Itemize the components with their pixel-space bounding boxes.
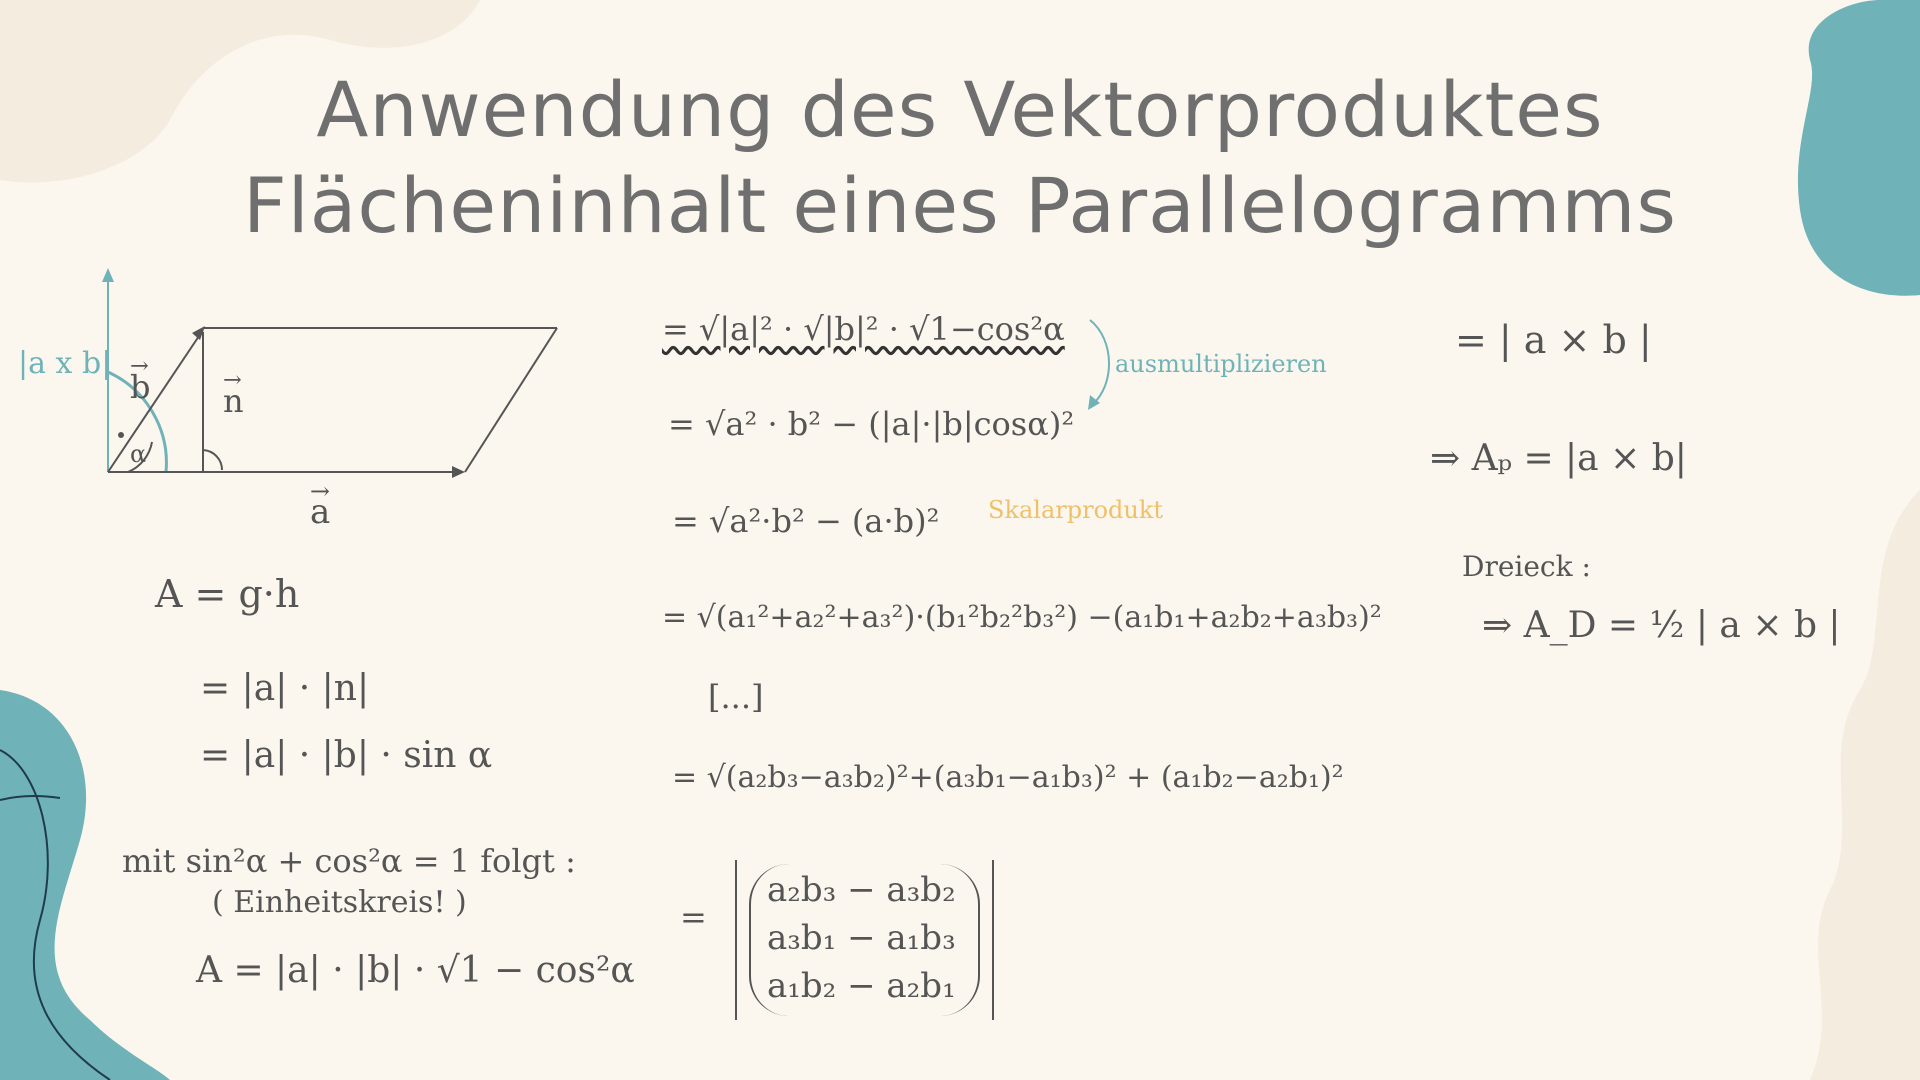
annotation-ausmultiplizieren: ausmultiplizieren (1115, 350, 1327, 378)
blob-right-beige (1800, 490, 1920, 1080)
mid-eq-3: = √a²·b² − (a·b)² (672, 502, 940, 540)
mid-eq-4: = √(a₁²+a₂²+a₃²)·(b₁²b₂²b₃²) −(a₁b₁+a₂b₂+a₃b₃)² (662, 600, 1382, 635)
matrix-row-3: a₁b₂ − a₂b₁ (767, 966, 956, 1006)
parallelogram-diagram (0, 260, 580, 540)
right-eq-triangle: ⇒ A_D = ½ | a × b | (1482, 605, 1841, 646)
left-eq-area: A = g·h (155, 572, 300, 616)
right-label-dreieck: Dreieck : (1462, 550, 1591, 583)
mid-eq-6: = (680, 898, 707, 936)
label-vector-b: → b (130, 368, 150, 406)
right-eq-1: = | a × b | (1455, 318, 1652, 362)
left-note-identity: mit sin²α + cos²α = 1 folgt : (122, 842, 576, 880)
title-line-1: Anwendung des Vektorproduktes (316, 65, 1604, 154)
cross-product-vector (735, 860, 994, 1020)
annotation-skalarprodukt: Skalarprodukt (988, 496, 1164, 524)
title-line-2: Flächeninhalt eines Parallelogramms (242, 161, 1678, 250)
right-eq-parallelogram: ⇒ Aₚ = |a × b| (1430, 438, 1687, 479)
left-eq-2: = |a| · |n| (200, 668, 370, 709)
matrix-row-1: a₂b₃ − a₃b₂ (767, 870, 956, 910)
left-note-unit-circle: ( Einheitskreis! ) (212, 885, 467, 920)
label-vector-n: → n (223, 382, 244, 420)
mid-ellipsis: [...] (708, 678, 764, 716)
label-cross-product-magnitude: |a x b| (18, 346, 112, 381)
blob-bottom-left-teal (0, 690, 180, 1080)
label-vector-a: → a (310, 492, 330, 532)
left-eq-3: = |a| · |b| · sin α (200, 735, 493, 776)
mid-eq-2: = √a² · b² − (|a|·|b|cosα)² (668, 405, 1075, 443)
matrix-row-2: a₃b₁ − a₁b₃ (767, 918, 956, 958)
left-eq-4: A = |a| · |b| · √1 − cos²α (196, 950, 635, 991)
mid-eq-1: = √|a|² · √|b|² · √1−cos²α (662, 310, 1065, 348)
curved-arrow-icon (1080, 315, 1120, 415)
mid-eq-5: = √(a₂b₃−a₃b₂)²+(a₃b₁−a₁b₃)² + (a₁b₂−a₂b₁)² (672, 760, 1344, 795)
label-angle-alpha: α (130, 440, 147, 468)
